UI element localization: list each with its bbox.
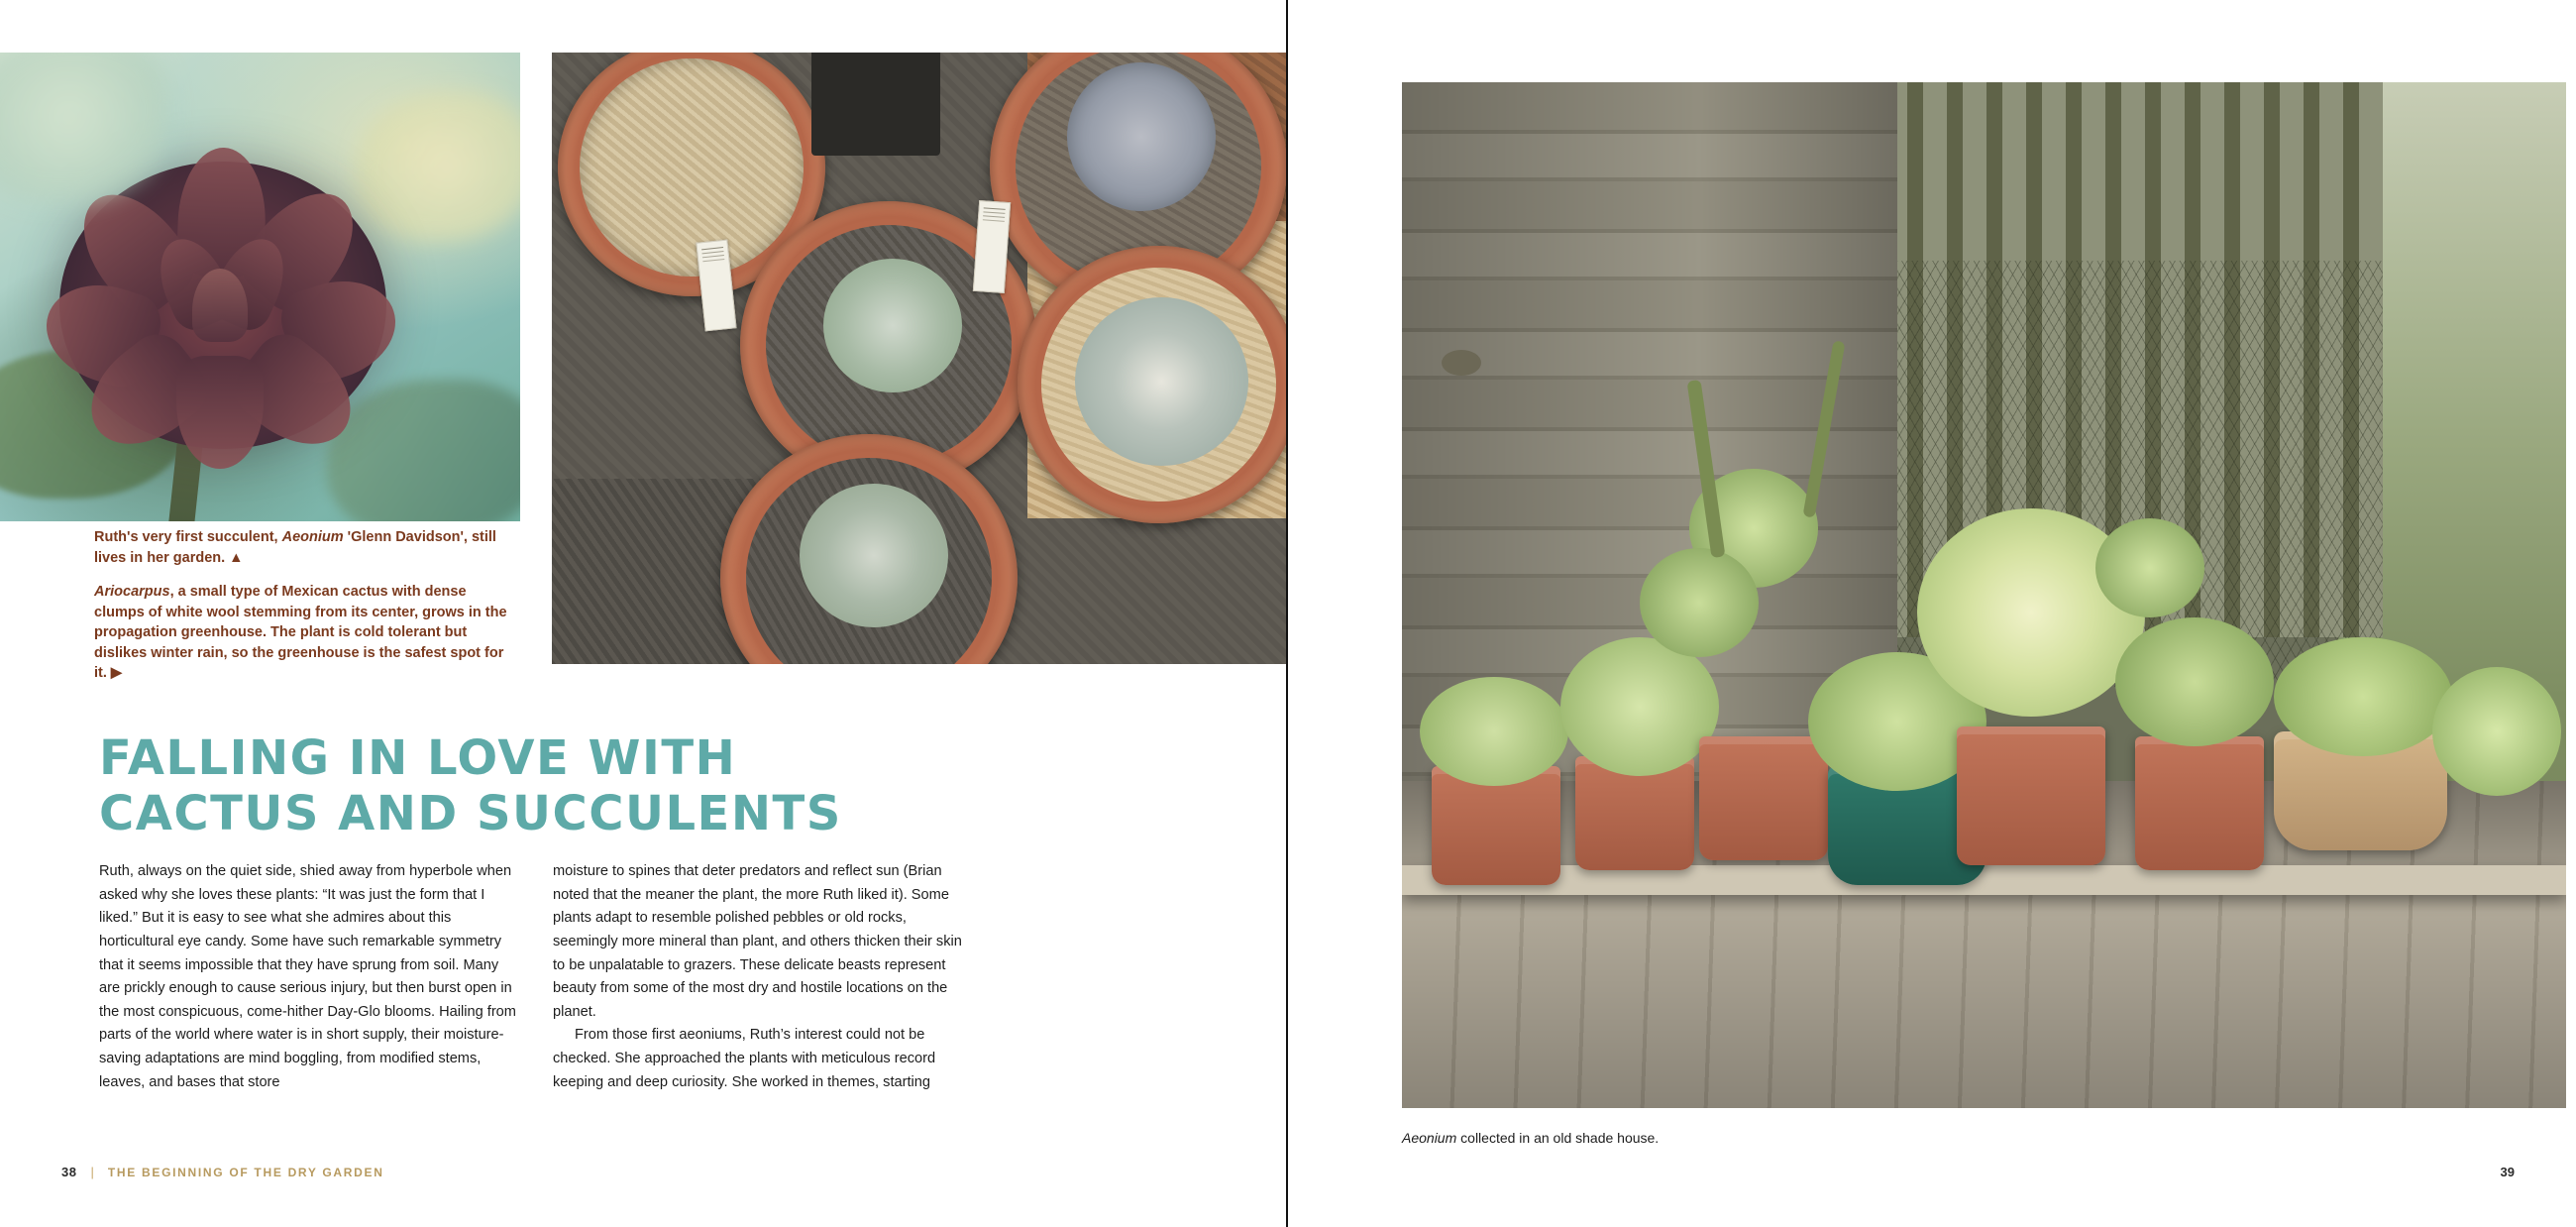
caption-ariocarpus: Ariocarpus, a small type of Mexican cactus with dense clumps of white wool stemming from its center, grows in the propagation greenhouse. The plant is cold tolerant but dislikes winter rain, so the greenhouse is the safest spot for it. ▶ xyxy=(94,584,507,682)
page-title xyxy=(99,731,912,841)
plant-label-tag-2 xyxy=(973,200,1011,293)
pot-4 xyxy=(1957,726,2105,865)
body-paragraph-2: moisture to spines that deter predators and reflect sun (Brian noted that the meaner the plant, the more Ruth liked it). Some plants adapt to resemble polished pebbles or old rocks, seemingly more mineral than plant, and others thicken their skin to be unpalatable to grazers. These delicate beasts represent beauty from some of the most dry and hostile locations on the planet. xyxy=(553,863,962,1020)
headline-line-1: FALLING IN LOVE WITH xyxy=(99,730,737,786)
succulent-1 xyxy=(1420,677,1568,786)
left-page-number: 38 xyxy=(61,1165,77,1179)
succulent-2 xyxy=(1560,637,1719,776)
potted-cactus-photo xyxy=(552,53,1288,664)
pot-3 xyxy=(1699,736,1828,860)
body-column-2 xyxy=(553,860,971,1094)
body-paragraph-1: Ruth, always on the quiet side, shied away from hyperbole when asked why she loves these plants: “It was just the form that I liked.” But it is easy to see what she admires about this horticultural eye candy. Some have such remarkable symmetry that it seems impossible that they have sprung from soil. Many are prickly enough to cause serious injury, but then burst open in the most conspicuous, come-hither Day-Glo blooms. Hailing from parts of the world where water is in short supply, their moisture-saving adaptations are mind boggling, from modified stems, leaves, and bases that store xyxy=(99,863,516,1090)
black-nursery-pot xyxy=(811,53,940,156)
succulent-4 xyxy=(1640,548,1759,657)
succulent-6 xyxy=(2115,617,2274,746)
body-column-1 xyxy=(99,860,517,1094)
succulent-7 xyxy=(2095,518,2204,617)
shade-house-photo xyxy=(1402,82,2566,1108)
aeonium-closeup-photo xyxy=(0,53,520,521)
left-caption-block xyxy=(94,527,520,698)
chapter-title: THE BEGINNING OF THE DRY GARDEN xyxy=(107,1165,384,1179)
folio-divider: | xyxy=(90,1165,94,1179)
pot-5 xyxy=(2135,736,2264,870)
right-page-number: 39 xyxy=(2500,1165,2515,1179)
pot-right xyxy=(1018,246,1288,523)
succulent-9 xyxy=(2432,667,2561,796)
right-caption: Aeonium collected in an old shade house. xyxy=(1402,1130,1660,1146)
body-paragraph-3: From those first aeoniums, Ruth’s interest could not be checked. She approached the plants with meticulous record keeping and deep curiosity. She worked in themes, starting xyxy=(553,1027,936,1090)
headline-line-2: CACTUS AND SUCCULENTS xyxy=(99,785,842,841)
caption-aeonium: Ruth's very first succulent, Aeonium 'Glenn Davidson', still lives in her garden. ▲ xyxy=(94,529,496,566)
aeonium-rosette xyxy=(59,162,386,449)
body-columns xyxy=(99,860,971,1094)
bench-top-surface xyxy=(1402,865,2566,895)
left-folio xyxy=(61,1165,384,1179)
wood-knot xyxy=(1442,350,1481,376)
succulent-8 xyxy=(2274,637,2452,756)
right-page xyxy=(1288,0,2576,1227)
